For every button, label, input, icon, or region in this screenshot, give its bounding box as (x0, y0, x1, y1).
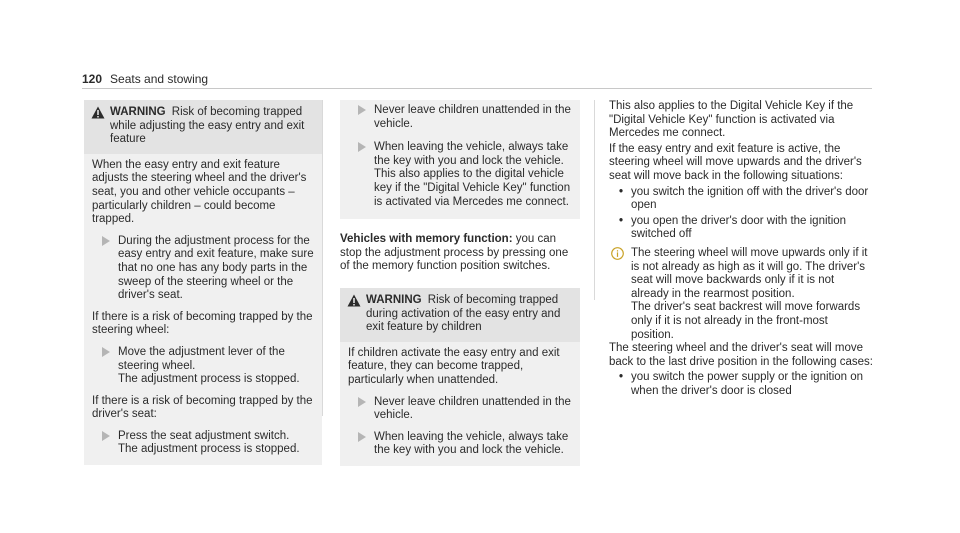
bullet-text: you switch the power supply or the ignition on when the driver's door is closed (631, 371, 864, 397)
info-icon (611, 247, 624, 260)
bullet-text: you open the driver's door with the ignition switched off (631, 214, 847, 241)
warning-box (84, 100, 322, 465)
arrow-right-icon (358, 105, 366, 115)
step-item (348, 431, 574, 458)
paragraph: If there is a risk of becoming trapped by the steering wheel: (92, 310, 313, 337)
bullet-icon: • (619, 214, 624, 227)
arrow-right-icon (102, 431, 110, 441)
step-result: The adjustment process is stopped. (118, 443, 300, 456)
bullet-item (609, 215, 873, 242)
warning-box (340, 288, 580, 466)
arrow-right-icon (358, 397, 366, 407)
column-right (609, 100, 873, 398)
step-text: During the adjustment process for the easy entry and exit feature, make sure that no one has any body parts in the sweep of the steering wheel or the driver's seat. (118, 234, 314, 302)
step-note: This also applies to the digital vehicle key if the "Digital Vehicle Key" function is activated via Mercedes me connect. (374, 168, 571, 208)
step-text: Never leave children unattended in the vehicle. (374, 104, 571, 130)
paragraph: If the easy entry and exit feature is active, the steering wheel will move upwards and the driver's seat will move back in the following situations: (609, 142, 862, 182)
warning-heading-text: Risk of becoming trapped during activation of the easy entry and exit feature by children (366, 293, 561, 334)
paragraph: If there is a risk of becoming trapped by the driver's seat: (92, 394, 313, 421)
arrow-right-icon (102, 236, 110, 246)
bullet-item (609, 371, 873, 398)
step-text: Press the seat adjustment switch. (118, 429, 290, 442)
column-divider (322, 100, 323, 416)
step-item (92, 346, 316, 387)
step-text: Never leave children unattended in the vehicle. (374, 395, 571, 422)
memory-text: you can stop the adjustment process by pressing one of the memory function position switches. (340, 233, 569, 273)
step-item (348, 104, 574, 131)
header-divider (82, 88, 872, 89)
step-text: When leaving the vehicle, always take the key with you and lock the vehicle. (374, 141, 569, 167)
warning-header (340, 288, 580, 342)
warning-triangle-icon (347, 294, 361, 307)
memory-label: Vehicles with memory function: (340, 233, 513, 246)
bullet-item (609, 186, 873, 213)
column-left (84, 100, 322, 465)
step-item (348, 141, 574, 209)
page-number: 120 (82, 72, 103, 86)
column-divider (594, 100, 595, 300)
step-item (348, 396, 574, 423)
bullet-icon: • (619, 185, 624, 198)
warning-heading-text: Risk of becoming trapped while adjusting the easy entry and exit feature (110, 106, 305, 146)
warning-title: WARNING (366, 293, 422, 306)
note-text: The driver's seat backrest will move forwards only if it is not already in the front-most position. (631, 301, 861, 341)
warning-header (84, 100, 322, 154)
column-middle (340, 100, 580, 466)
section-title: Seats and stowing (110, 72, 209, 86)
step-text: Move the adjustment lever of the steering wheel. (118, 345, 285, 372)
arrow-right-icon (102, 347, 110, 357)
warning-description: If children activate the easy entry and exit feature, they can become trapped, particularly when unattended. (348, 346, 560, 386)
warning-triangle-icon (91, 106, 105, 119)
note-item (609, 247, 873, 342)
warning-body (340, 342, 580, 466)
note-text: The steering wheel will move upwards only if it is not already as high as it will go. The driver's seat will move backwards only if it is not already in the rearmost position. (631, 246, 868, 300)
step-item (92, 430, 316, 457)
warning-body (84, 154, 322, 465)
arrow-right-icon (358, 142, 366, 152)
warning-description: When the easy entry and exit feature adjusts the steering wheel and the driver's seat, you and other vehicle occupants – particularly children – could become trapped. (92, 158, 307, 226)
bullet-text: you switch the ignition off with the driver's door open (631, 185, 869, 212)
warning-title: WARNING (110, 106, 166, 118)
page-header (82, 72, 208, 86)
paragraph: The steering wheel and the driver's seat will move back to the last drive position in the following cases: (609, 342, 874, 368)
warning-continuation (340, 100, 580, 219)
arrow-right-icon (358, 432, 366, 442)
bullet-icon: • (619, 371, 624, 384)
memory-paragraph (340, 233, 580, 274)
step-result: The adjustment process is stopped. (118, 373, 300, 386)
step-text: When leaving the vehicle, always take the key with you and lock the vehicle. (374, 430, 569, 457)
paragraph: This also applies to the Digital Vehicle Key if the "Digital Vehicle Key" function is activated via Mercedes me connect. (609, 100, 854, 140)
step-item (92, 235, 316, 303)
